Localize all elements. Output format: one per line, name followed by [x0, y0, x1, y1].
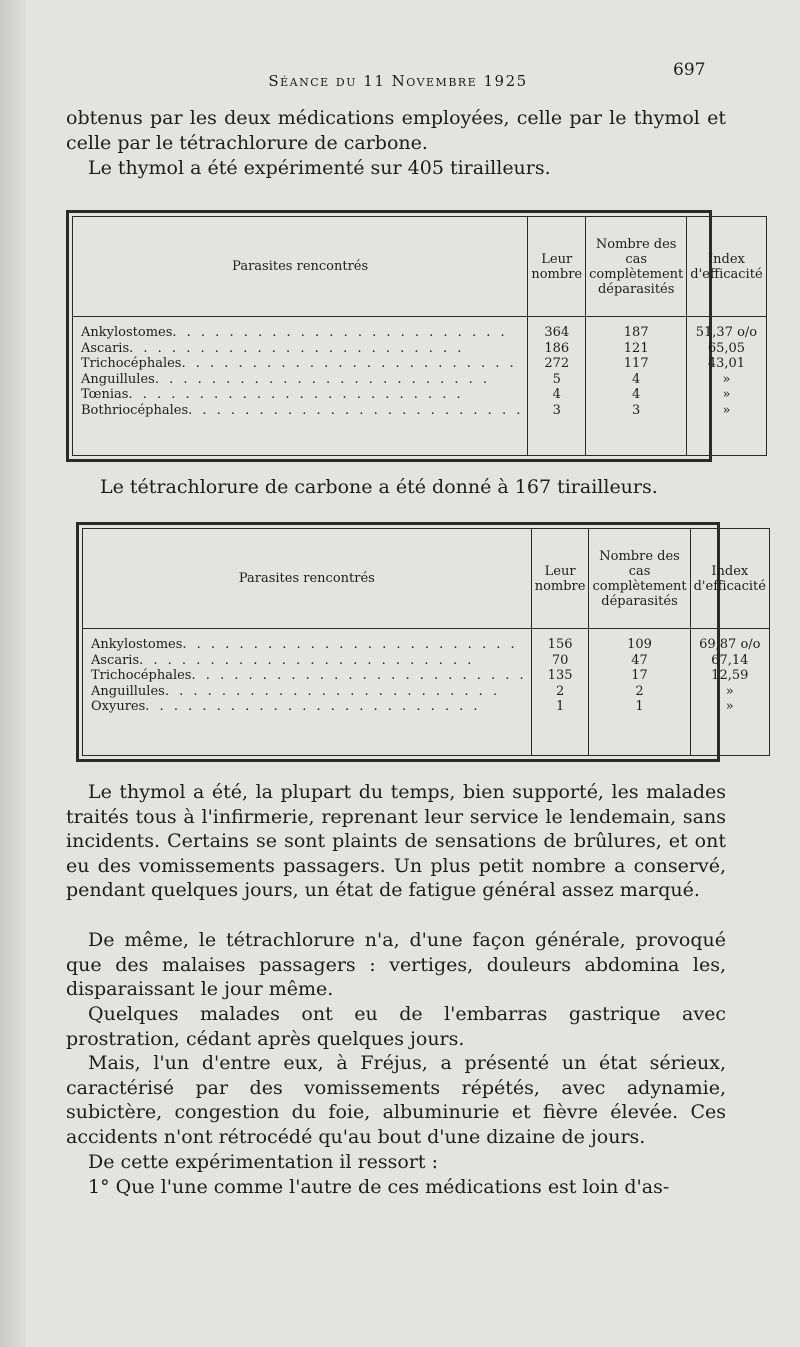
parasite-column: [83, 629, 532, 756]
cases-value: 3: [632, 402, 641, 418]
table-row: Bothriocéphales . . .: [81, 403, 523, 419]
cases-value: 47: [631, 652, 648, 668]
count-value: 272: [544, 356, 570, 371]
index-value: »: [722, 387, 731, 402]
cases-value: 121: [623, 340, 649, 356]
index-column: [687, 317, 766, 456]
count-value: 2: [555, 683, 565, 699]
col-header-index: Index d'efficacité: [690, 529, 769, 629]
body-paragraph-1: Le thymol a été, la plupart du temps, bien supporté, les malades traités tous à l'infirmerie, reprenant leur service le lendemain, sans incidents. Certains se sont plaints de sensations de brûlures, et ont eu des vomissements passagers. Un plus petit nombre a conservé, pendant quelques jours, un état de fatigue général assez marqué.: [66, 781, 726, 901]
cases-value: 4: [632, 387, 641, 402]
cases-value: 1: [635, 699, 644, 714]
cases-value: 4: [632, 371, 641, 387]
cases-value: 109: [627, 637, 652, 652]
index-value: »: [722, 371, 731, 387]
index-value: 43,01: [707, 356, 746, 371]
col-header-cases: Nombre des cas complètement déparasités: [586, 217, 687, 317]
parasite-column: [73, 317, 528, 456]
col-header-count: Leur nombre: [528, 217, 586, 317]
intro-paragraph: obtenus par les deux médications employées, celle par le thymol et celle par le tétrachlorure de carbone.: [66, 107, 726, 154]
index-value: 65,05: [707, 340, 746, 356]
table-row: Ankylostomes . . .: [81, 325, 523, 341]
count-value: 5: [552, 371, 561, 387]
count-value: 156: [547, 637, 573, 652]
cases-value: 187: [623, 325, 649, 340]
table-row: Trichocéphales . . .: [81, 356, 523, 372]
index-value: 51,37 o/o: [695, 325, 758, 340]
col-header-parasites: Parasites rencontrés: [73, 217, 528, 317]
cases-column: [589, 629, 690, 756]
table-row: Tœnias . . .: [81, 387, 523, 403]
count-value: 3: [552, 402, 561, 418]
col-header-parasites: Parasites rencontrés: [83, 529, 532, 629]
table-row: Ascaris . . .: [81, 341, 523, 357]
count-value: 364: [544, 325, 570, 340]
count-column: [531, 629, 589, 756]
count-value: 186: [544, 340, 570, 356]
count-value: 1: [555, 699, 565, 714]
col-header-index: Index d'efficacité: [687, 217, 766, 317]
index-value: 67,14: [711, 652, 749, 668]
count-value: 70: [551, 652, 569, 668]
body-paragraph-6: 1° Que l'une comme l'autre de ces médications est loin d'as-: [88, 1176, 670, 1198]
cases-value: 17: [631, 668, 648, 683]
table-row: Ankylostomes . . .: [91, 637, 527, 653]
page-number: 697: [673, 60, 706, 80]
body-paragraph-5: De cette expérimentation il ressort :: [88, 1151, 438, 1173]
body-paragraph-3: Quelques malades ont eu de l'embarras gastrique avec prostration, cédant après quelques jours.: [66, 1003, 726, 1050]
table-row: Trichocéphales . . .: [91, 668, 527, 684]
page-edge: [0, 0, 26, 1347]
col-header-count: Leur nombre: [531, 529, 589, 629]
table-row: Anguillules . . .: [81, 372, 523, 388]
thymol-table: [66, 210, 763, 462]
count-value: 4: [552, 387, 561, 402]
table-row: Anguillules . . .: [91, 684, 527, 700]
count-value: 135: [547, 668, 573, 683]
index-value: »: [725, 699, 734, 714]
index-column: [690, 629, 769, 756]
index-value: 12,59: [711, 668, 749, 683]
cases-column: [586, 317, 687, 456]
table-row: Ascaris . . .: [91, 653, 527, 669]
tetrachlorure-caption: Le tétrachlorure de carbone a été donné à 167 tirailleurs.: [100, 476, 658, 498]
thymol-caption: Le thymol a été expérimenté sur 405 tirailleurs.: [88, 157, 551, 179]
table-row: Oxyures . . .: [91, 699, 527, 715]
index-value: »: [722, 402, 731, 418]
count-column: [528, 317, 586, 456]
index-value: 69,87 o/o: [699, 637, 761, 652]
running-header: Séance du 11 Novembre 1925: [268, 72, 528, 90]
cases-value: 117: [623, 356, 649, 371]
cases-value: 2: [635, 683, 644, 699]
tetrachlorure-table: [76, 522, 766, 762]
col-header-cases: Nombre des cas complètement déparasités: [589, 529, 690, 629]
body-paragraph-4: Mais, l'un d'entre eux, à Fréjus, a présenté un état sérieux, caractérisé par des vomissements répétés, avec adynamie, subictère, congestion du foie, albuminurie et fièvre élevée. Ces accidents n'ont rétrocédé qu'au bout d'une dizaine de jours.: [66, 1052, 726, 1148]
body-paragraph-2: De même, le tétrachlorure n'a, d'une façon générale, provoqué que des malaises passagers : vertiges, douleurs abdomina les, disparaissant le jour même.: [66, 929, 726, 1000]
index-value: »: [725, 683, 734, 699]
